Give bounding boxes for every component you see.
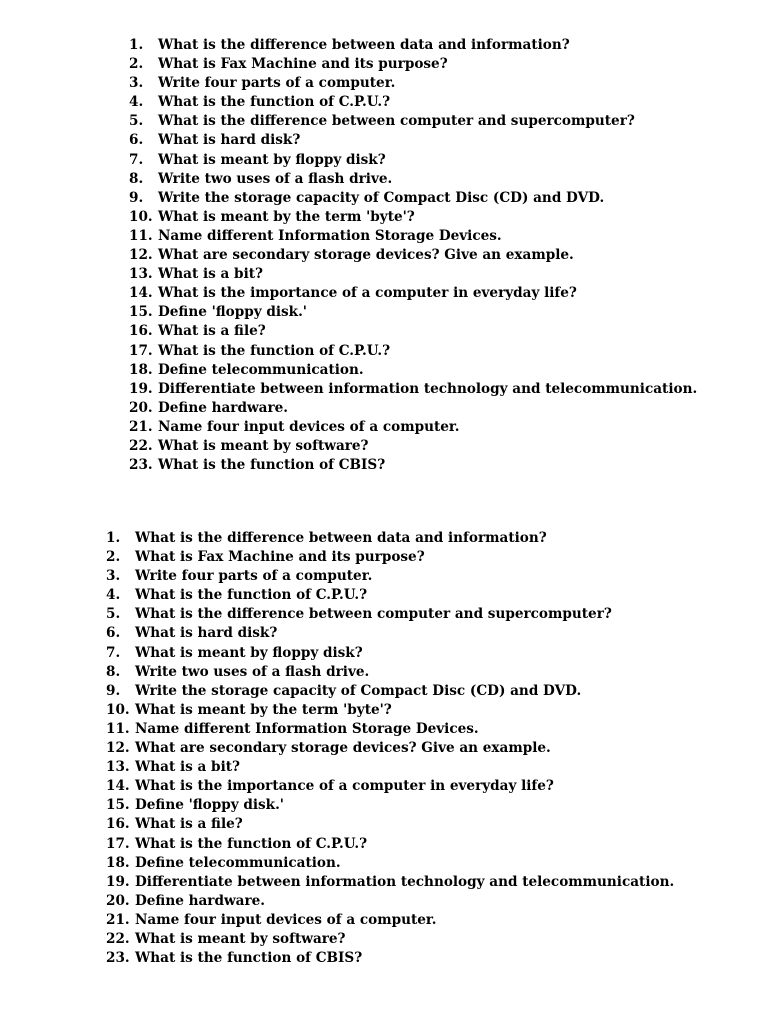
question-item (106, 815, 674, 834)
question-text: What is the function of CBIS? (135, 950, 363, 967)
question-text: What is meant by floppy disk? (135, 644, 363, 661)
question-item (129, 399, 697, 418)
question-text: What is Fax Machine and its purpose? (135, 549, 425, 566)
question-text: Write the storage capacity of Compact Disc (CD) and DVD. (158, 189, 605, 206)
question-item (129, 246, 697, 265)
question-text: Name different Information Storage Devices. (158, 227, 502, 244)
question-text: What is the function of C.P.U.? (135, 835, 368, 852)
question-number: 1. (129, 37, 144, 53)
question-item (106, 796, 674, 815)
question-item (129, 380, 697, 399)
question-text: Write four parts of a computer. (135, 568, 373, 585)
question-text: Write the storage capacity of Compact Disc (CD) and DVD. (135, 682, 582, 699)
question-item (129, 361, 697, 380)
question-item (129, 55, 697, 74)
question-text: Write four parts of a computer. (158, 75, 396, 92)
question-item (106, 777, 674, 796)
question-item (129, 437, 697, 456)
question-item (129, 36, 697, 55)
question-text: What is the function of C.P.U.? (135, 587, 368, 604)
question-number: 8. (106, 663, 121, 680)
question-item (129, 322, 697, 341)
question-text: What is the function of CBIS? (158, 457, 386, 474)
question-text: Define hardware. (158, 399, 288, 416)
question-number: 15. (129, 304, 153, 321)
question-item (106, 682, 674, 701)
question-item (129, 342, 697, 361)
question-number: 5. (106, 606, 121, 623)
question-item (129, 189, 697, 208)
question-number: 4. (129, 94, 144, 111)
question-text: What is meant by software? (135, 930, 346, 947)
question-number: 12. (129, 247, 153, 264)
question-text: What is Fax Machine and its purpose? (158, 56, 448, 73)
question-number: 10. (106, 701, 130, 718)
question-item (129, 131, 697, 150)
question-number: 2. (129, 56, 144, 73)
question-text: What is a file? (135, 816, 243, 833)
question-text: Name four input devices of a computer. (135, 911, 437, 928)
question-item (106, 605, 674, 624)
question-text: What is meant by floppy disk? (158, 151, 386, 168)
question-number: 2. (106, 549, 121, 566)
question-number: 23. (106, 950, 130, 967)
question-number: 3. (106, 568, 121, 585)
question-item (129, 284, 697, 303)
question-item (106, 835, 674, 854)
question-text: What is meant by software? (158, 437, 369, 454)
question-text: What is meant by the term 'byte'? (135, 701, 392, 718)
question-item (129, 418, 697, 437)
question-text: Write two uses of a flash drive. (158, 170, 393, 187)
question-item (129, 74, 697, 93)
question-item (106, 854, 674, 873)
question-item (129, 208, 697, 227)
question-number: 21. (129, 418, 153, 435)
question-item (106, 624, 674, 643)
question-item (106, 548, 674, 567)
question-number: 8. (129, 170, 144, 187)
question-number: 6. (106, 625, 121, 642)
question-number: 16. (106, 816, 130, 833)
question-number: 22. (106, 930, 130, 947)
question-list-first (129, 36, 697, 475)
question-item (129, 265, 697, 284)
question-number: 15. (106, 797, 130, 814)
question-text: What is the importance of a computer in everyday life? (158, 285, 577, 302)
question-text: What is hard disk? (158, 132, 301, 149)
question-item (129, 456, 697, 475)
question-text: What is a file? (158, 323, 266, 340)
question-number: 17. (106, 835, 130, 852)
question-number: 7. (106, 644, 121, 661)
question-number: 13. (129, 266, 153, 283)
question-number: 6. (129, 132, 144, 149)
question-text: What is hard disk? (135, 625, 278, 642)
question-text: What is a bit? (158, 266, 263, 283)
question-number: 11. (106, 720, 130, 737)
question-number: 17. (129, 342, 153, 359)
question-number: 13. (106, 759, 130, 776)
question-number: 11. (129, 227, 153, 244)
question-number: 22. (129, 437, 153, 454)
question-item (106, 949, 674, 968)
question-number: 9. (129, 189, 144, 206)
question-text: Name four input devices of a computer. (158, 418, 460, 435)
question-number: 9. (106, 682, 121, 699)
question-number: 18. (129, 361, 153, 378)
question-text: Define hardware. (135, 892, 265, 909)
question-text: Define telecommunication. (158, 361, 364, 378)
question-item (106, 758, 674, 777)
question-text: What is a bit? (135, 759, 240, 776)
question-text: What is the importance of a computer in everyday life? (135, 778, 554, 795)
question-text: Define 'floppy disk.' (135, 797, 284, 814)
question-item (106, 892, 674, 911)
question-text: Differentiate between information technology and telecommunication. (135, 873, 675, 890)
question-item (129, 303, 697, 322)
question-item (106, 911, 674, 930)
question-number: 7. (129, 151, 144, 168)
question-number: 19. (106, 873, 130, 890)
question-number: 21. (106, 911, 130, 928)
question-number: 1. (106, 530, 121, 546)
question-item (129, 170, 697, 189)
question-text: Differentiate between information technology and telecommunication. (158, 380, 698, 397)
question-item (106, 567, 674, 586)
question-number: 4. (106, 587, 121, 604)
question-item (129, 93, 697, 112)
question-item (106, 663, 674, 682)
question-number: 3. (129, 75, 144, 92)
question-text: What is the difference between data and information? (135, 530, 547, 546)
question-item (106, 529, 674, 548)
question-number: 20. (106, 892, 130, 909)
question-number: 20. (129, 399, 153, 416)
question-number: 12. (106, 740, 130, 757)
question-number: 18. (106, 854, 130, 871)
question-text: What are secondary storage devices? Give an example. (135, 740, 551, 757)
question-item (106, 586, 674, 605)
question-item (106, 739, 674, 758)
question-text: Define telecommunication. (135, 854, 341, 871)
question-number: 23. (129, 457, 153, 474)
question-text: What is the difference between data and information? (158, 37, 570, 53)
question-item (129, 227, 697, 246)
question-item (106, 930, 674, 949)
question-text: What is the function of C.P.U.? (158, 94, 391, 111)
question-text: What is the difference between computer and supercomputer? (135, 606, 612, 623)
question-number: 14. (106, 778, 130, 795)
question-item (106, 644, 674, 663)
question-number: 16. (129, 323, 153, 340)
question-text: What are secondary storage devices? Give an example. (158, 247, 574, 264)
question-text: Write two uses of a flash drive. (135, 663, 370, 680)
question-number: 14. (129, 285, 153, 302)
question-item (106, 873, 674, 892)
question-item (129, 112, 697, 131)
question-item (129, 151, 697, 170)
question-number: 10. (129, 208, 153, 225)
question-text: What is meant by the term 'byte'? (158, 208, 415, 225)
question-item (106, 701, 674, 720)
question-item (106, 720, 674, 739)
question-text: What is the function of C.P.U.? (158, 342, 391, 359)
question-text: Name different Information Storage Devices. (135, 720, 479, 737)
question-number: 5. (129, 113, 144, 130)
question-text: What is the difference between computer and supercomputer? (158, 113, 635, 130)
question-number: 19. (129, 380, 153, 397)
question-list-second (106, 529, 674, 968)
question-text: Define 'floppy disk.' (158, 304, 307, 321)
